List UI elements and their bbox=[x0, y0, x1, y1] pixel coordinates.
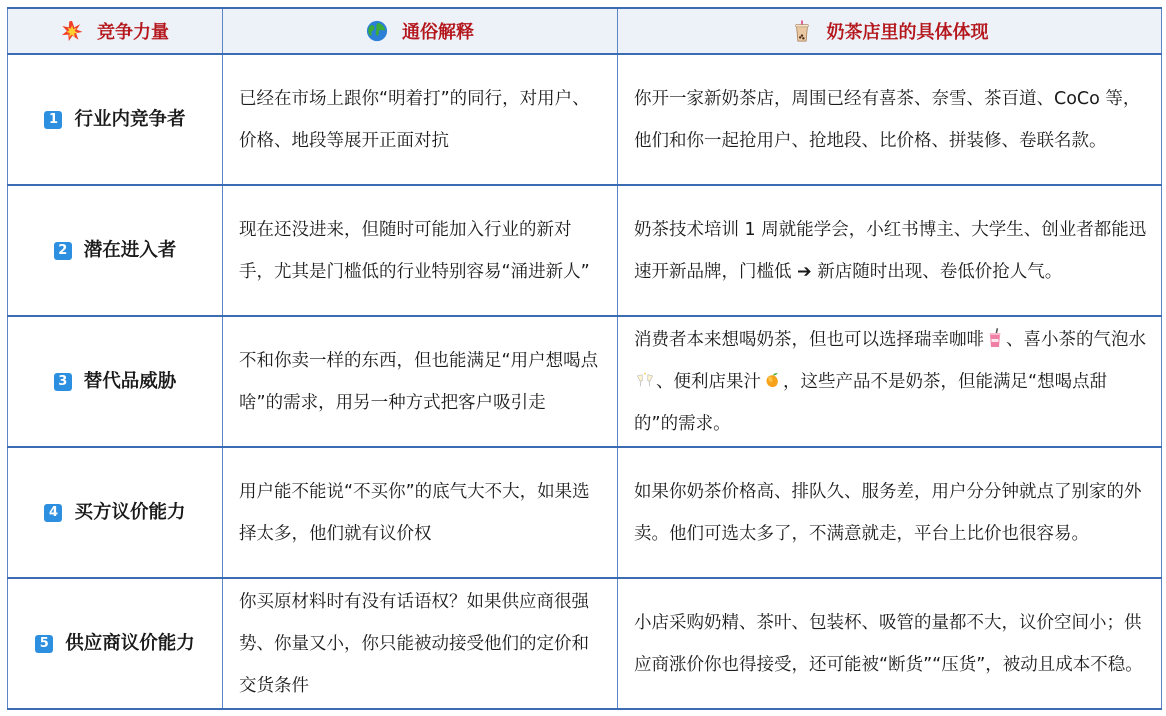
explanation-cell: 你买原材料时有没有话语权？如果供应商很强势、你量又小，你只能被动接受他们的定价和交货条件 bbox=[223, 578, 618, 709]
force-cell bbox=[8, 185, 223, 316]
table-row bbox=[8, 54, 1162, 185]
cup-with-straw-icon bbox=[987, 328, 1003, 348]
header-milk-tea-example bbox=[618, 8, 1162, 54]
example-cell: 小店采购奶精、茶叶、包装杯、吸管的量都不大，议价空间小；供应商涨价你也得接受，还可能被“断货”“压货”，被动且成本不稳。 bbox=[618, 578, 1162, 709]
collision-icon bbox=[61, 20, 83, 42]
explanation-cell: 不和你卖一样的东西，但也能满足“用户想喝点啥”的需求，用另一种方式把客户吸引走 bbox=[223, 316, 618, 447]
globe-icon bbox=[366, 20, 388, 42]
number-badge: 2 bbox=[54, 242, 72, 260]
force-name: 替代品威胁 bbox=[83, 370, 177, 392]
mango-icon bbox=[764, 370, 780, 390]
force-cell bbox=[8, 316, 223, 447]
number-badge: 5 bbox=[35, 635, 53, 653]
bubble-tea-icon bbox=[791, 20, 813, 42]
explanation-cell: 已经在市场上跟你“明着打”的同行，对用户、价格、地段等展开正面对抗 bbox=[223, 54, 618, 185]
example-text-part: 、便利店果汁 bbox=[656, 371, 761, 392]
force-name: 买方议价能力 bbox=[74, 501, 186, 523]
example-cell: 奶茶技术培训 1 周就能学会，小红书博主、大学生、创业者都能迅速开新品牌，门槛低 ➔ 新店随时出现、卷低价抢人气。 bbox=[618, 185, 1162, 316]
header-plain-explanation bbox=[223, 8, 618, 54]
number-badge: 4 bbox=[44, 504, 62, 522]
explanation-cell: 用户能不能说“不买你”的底气大不大，如果选择太多，他们就有议价权 bbox=[223, 447, 618, 578]
table-row bbox=[8, 578, 1162, 709]
example-cell: 你开一家新奶茶店，周围已经有喜茶、奈雪、茶百道、CoCo 等，他们和你一起抢用户、抢地段、比价格、拼装修、卷联名款。 bbox=[618, 54, 1162, 185]
example-cell: 如果你奶茶价格高、排队久、服务差，用户分分钟就点了别家的外卖。他们可选太多了，不满意就走，平台上比价也很容易。 bbox=[618, 447, 1162, 578]
explanation-cell: 现在还没进来，但随时可能加入行业的新对手，尤其是门槛低的行业特别容易“涌进新人” bbox=[223, 185, 618, 316]
header-label-force: 竞争力量 bbox=[97, 22, 169, 43]
clinking-glasses-icon bbox=[637, 370, 653, 390]
table-row bbox=[8, 185, 1162, 316]
number-badge: 3 bbox=[54, 373, 72, 391]
force-name: 供应商议价能力 bbox=[65, 632, 195, 654]
table-row bbox=[8, 316, 1162, 447]
competitive-forces-table bbox=[7, 7, 1162, 710]
example-text-part: 、喜小茶的气泡水 bbox=[1006, 329, 1146, 350]
number-badge: 1 bbox=[44, 111, 62, 129]
header-row bbox=[8, 8, 1162, 54]
table-row bbox=[8, 447, 1162, 578]
example-text-part: ，这些产品不是奶茶，但能满足“想喝点甜的”的需求。 bbox=[634, 371, 1108, 434]
force-name: 潜在进入者 bbox=[83, 239, 177, 261]
header-competitive-force bbox=[8, 8, 223, 54]
example-text-part: 消费者本来想喝奶茶，但也可以选择瑞幸咖啡 bbox=[634, 329, 984, 350]
force-cell bbox=[8, 54, 223, 185]
header-label-example: 奶茶店里的具体体现 bbox=[826, 22, 989, 43]
force-cell bbox=[8, 447, 223, 578]
force-name: 行业内竞争者 bbox=[74, 108, 186, 130]
example-cell bbox=[618, 316, 1162, 447]
header-label-explanation: 通俗解释 bbox=[402, 22, 474, 43]
force-cell bbox=[8, 578, 223, 709]
